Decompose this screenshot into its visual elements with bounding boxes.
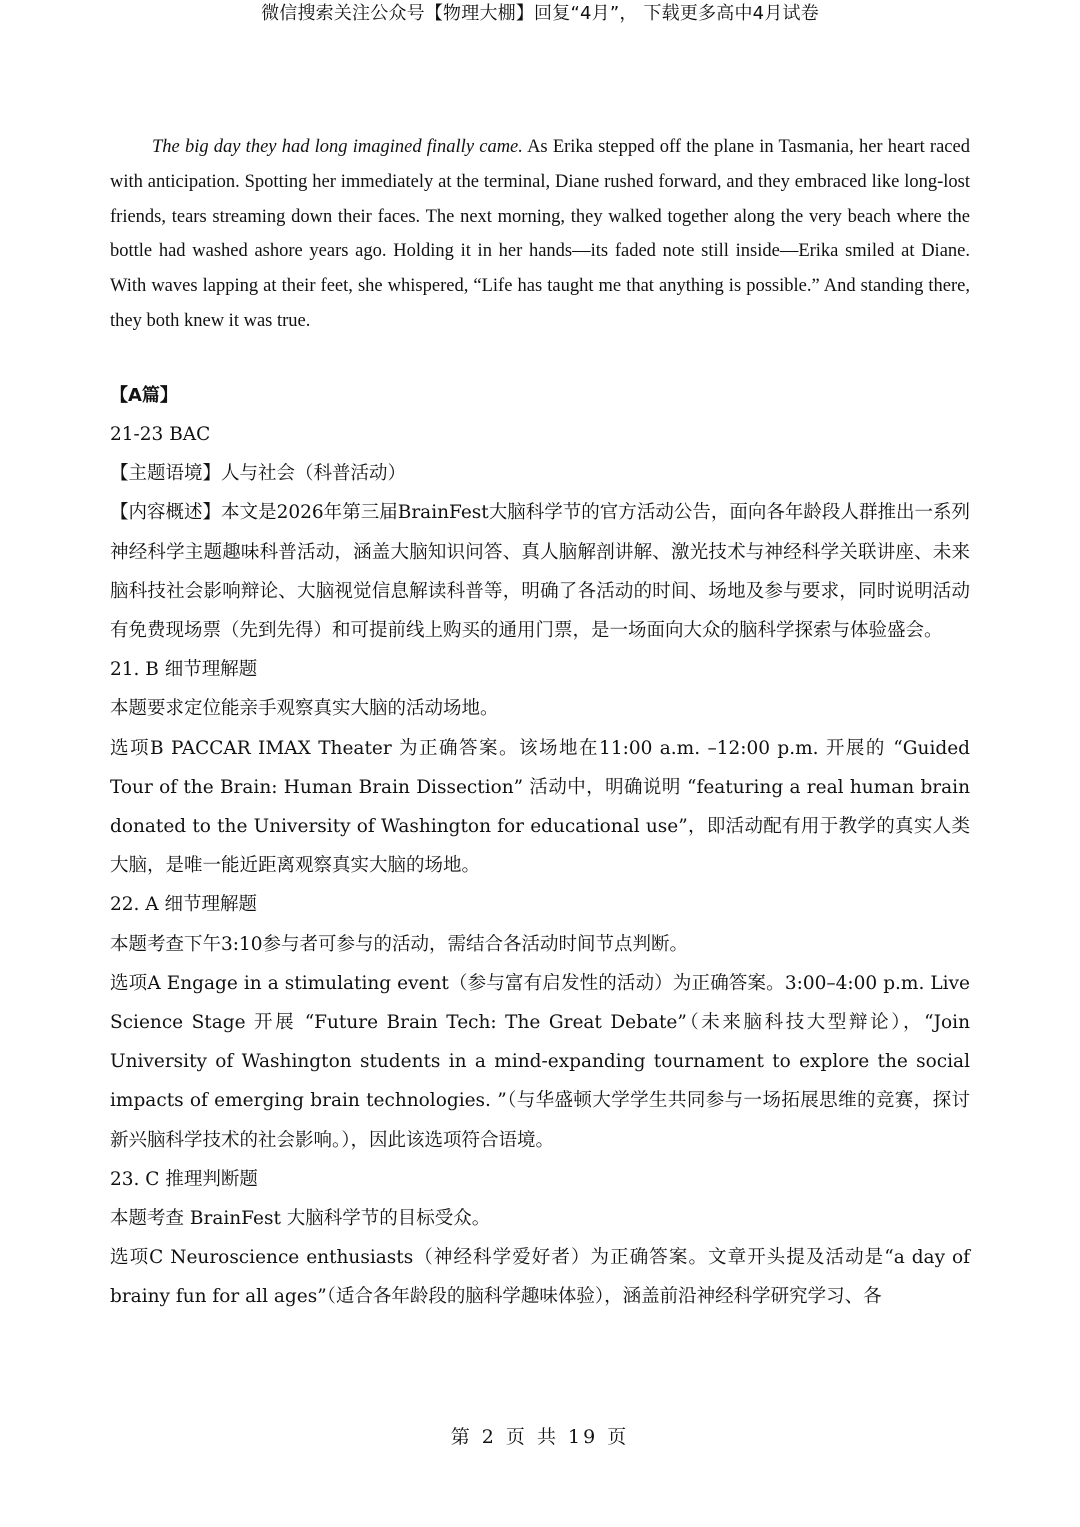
q23-heading: 23. C 推理判断题 xyxy=(110,1168,258,1190)
story-text: As Erika stepped off the plane in Tasmania, her heart raced with anticipation. Spotting her immediately at the terminal, Diane rushed forward, and they embraced like long-lost friends, tears streaming down their faces. The next morning, they walked together along the very beach where the bottle had washed ashore years ago. Holding it in her hands—its faded note still inside—Erika smiled at Diane. With waves lapping at their feet, she whispered, “Life has taught me that anything is possible.” And standing there, they both knew it was true. xyxy=(110,137,970,331)
story-passage xyxy=(110,130,970,339)
page-number: 第 2 页 共 19 页 xyxy=(450,1426,630,1448)
story-paragraph xyxy=(110,130,970,339)
promo-banner: 微信搜索关注公众号【物理大棚】回复“4月”， 下载更多高中4月试卷 xyxy=(261,3,819,24)
q21-explanation: 选项B PACCAR IMAX Theater 为正确答案。该场地在11:00 a.m. –12:00 p.m. 开展的 “Guided Tour of the Brain: Human Brain Dissection” 活动中，明确说明 “featuring a real human brain donated to the University of Washington for educational use”，即活动配有用于教学的真实人类大脑，是唯一能近距离观察真实大脑的场地。 xyxy=(110,737,970,877)
q23-explanation: 选项C Neuroscience enthusiasts（神经科学爱好者）为正确答案。文章开头提及活动是“a day of brainy fun for all ages”（适合各年龄段的脑科学趣味体验），涵盖前沿神经科学研究学习、各 xyxy=(110,1247,970,1308)
answer-key-line: 21-23 BAC xyxy=(110,423,211,445)
q22-heading: 22. A 细节理解题 xyxy=(110,894,258,916)
story-italic-lead: The big day they had long imagined finally came. xyxy=(152,137,523,157)
q22-explanation: 选项A Engage in a stimulating event（参与富有启发性的活动）为正确答案。3:00–4:00 p.m. Live Science Stage 开展 “Future Brain Tech: The Great Debate”（未来脑科技大型辩论），“Join University of Washington students in a mind-expanding tournament to explore the social impacts of emerging brain technologies. ”（与华盛顿大学学生共同参与一场拓展思维的竞赛，探讨新兴脑科学技术的社会影响。），因此该选项符合语境。 xyxy=(110,972,970,1151)
answer-section xyxy=(110,376,970,1317)
summary-paragraph: 【内容概述】本文是2026年第三届BrainFest大脑科学节的官方活动公告，面向各年龄段人群推出一系列神经科学主题趣味科普活动，涵盖大脑知识问答、真人脑解剖讲解、激光技术与神经科学关联讲座、未来脑科技社会影响辩论、大脑视觉信息解读科普等，明确了各活动的时间、场地及参与要求，同时说明活动有免费现场票（先到先得）和可提前线上购买的通用门票，是一场面向大众的脑科学探索与体验盛会。 xyxy=(110,502,970,641)
theme-line: 【主题语境】人与社会（科普活动） xyxy=(110,463,407,485)
document-body xyxy=(110,130,970,1317)
q23-focus: 本题考查 BrainFest 大脑科学节的目标受众。 xyxy=(110,1208,491,1230)
q22-focus: 本题考查下午3:10参与者可参与的活动，需结合各活动时间节点判断。 xyxy=(110,933,689,955)
q21-focus: 本题要求定位能亲手观察真实大脑的活动场地。 xyxy=(110,698,499,720)
section-title: 【A篇】 xyxy=(110,384,178,406)
q21-heading: 21. B 细节理解题 xyxy=(110,659,258,681)
